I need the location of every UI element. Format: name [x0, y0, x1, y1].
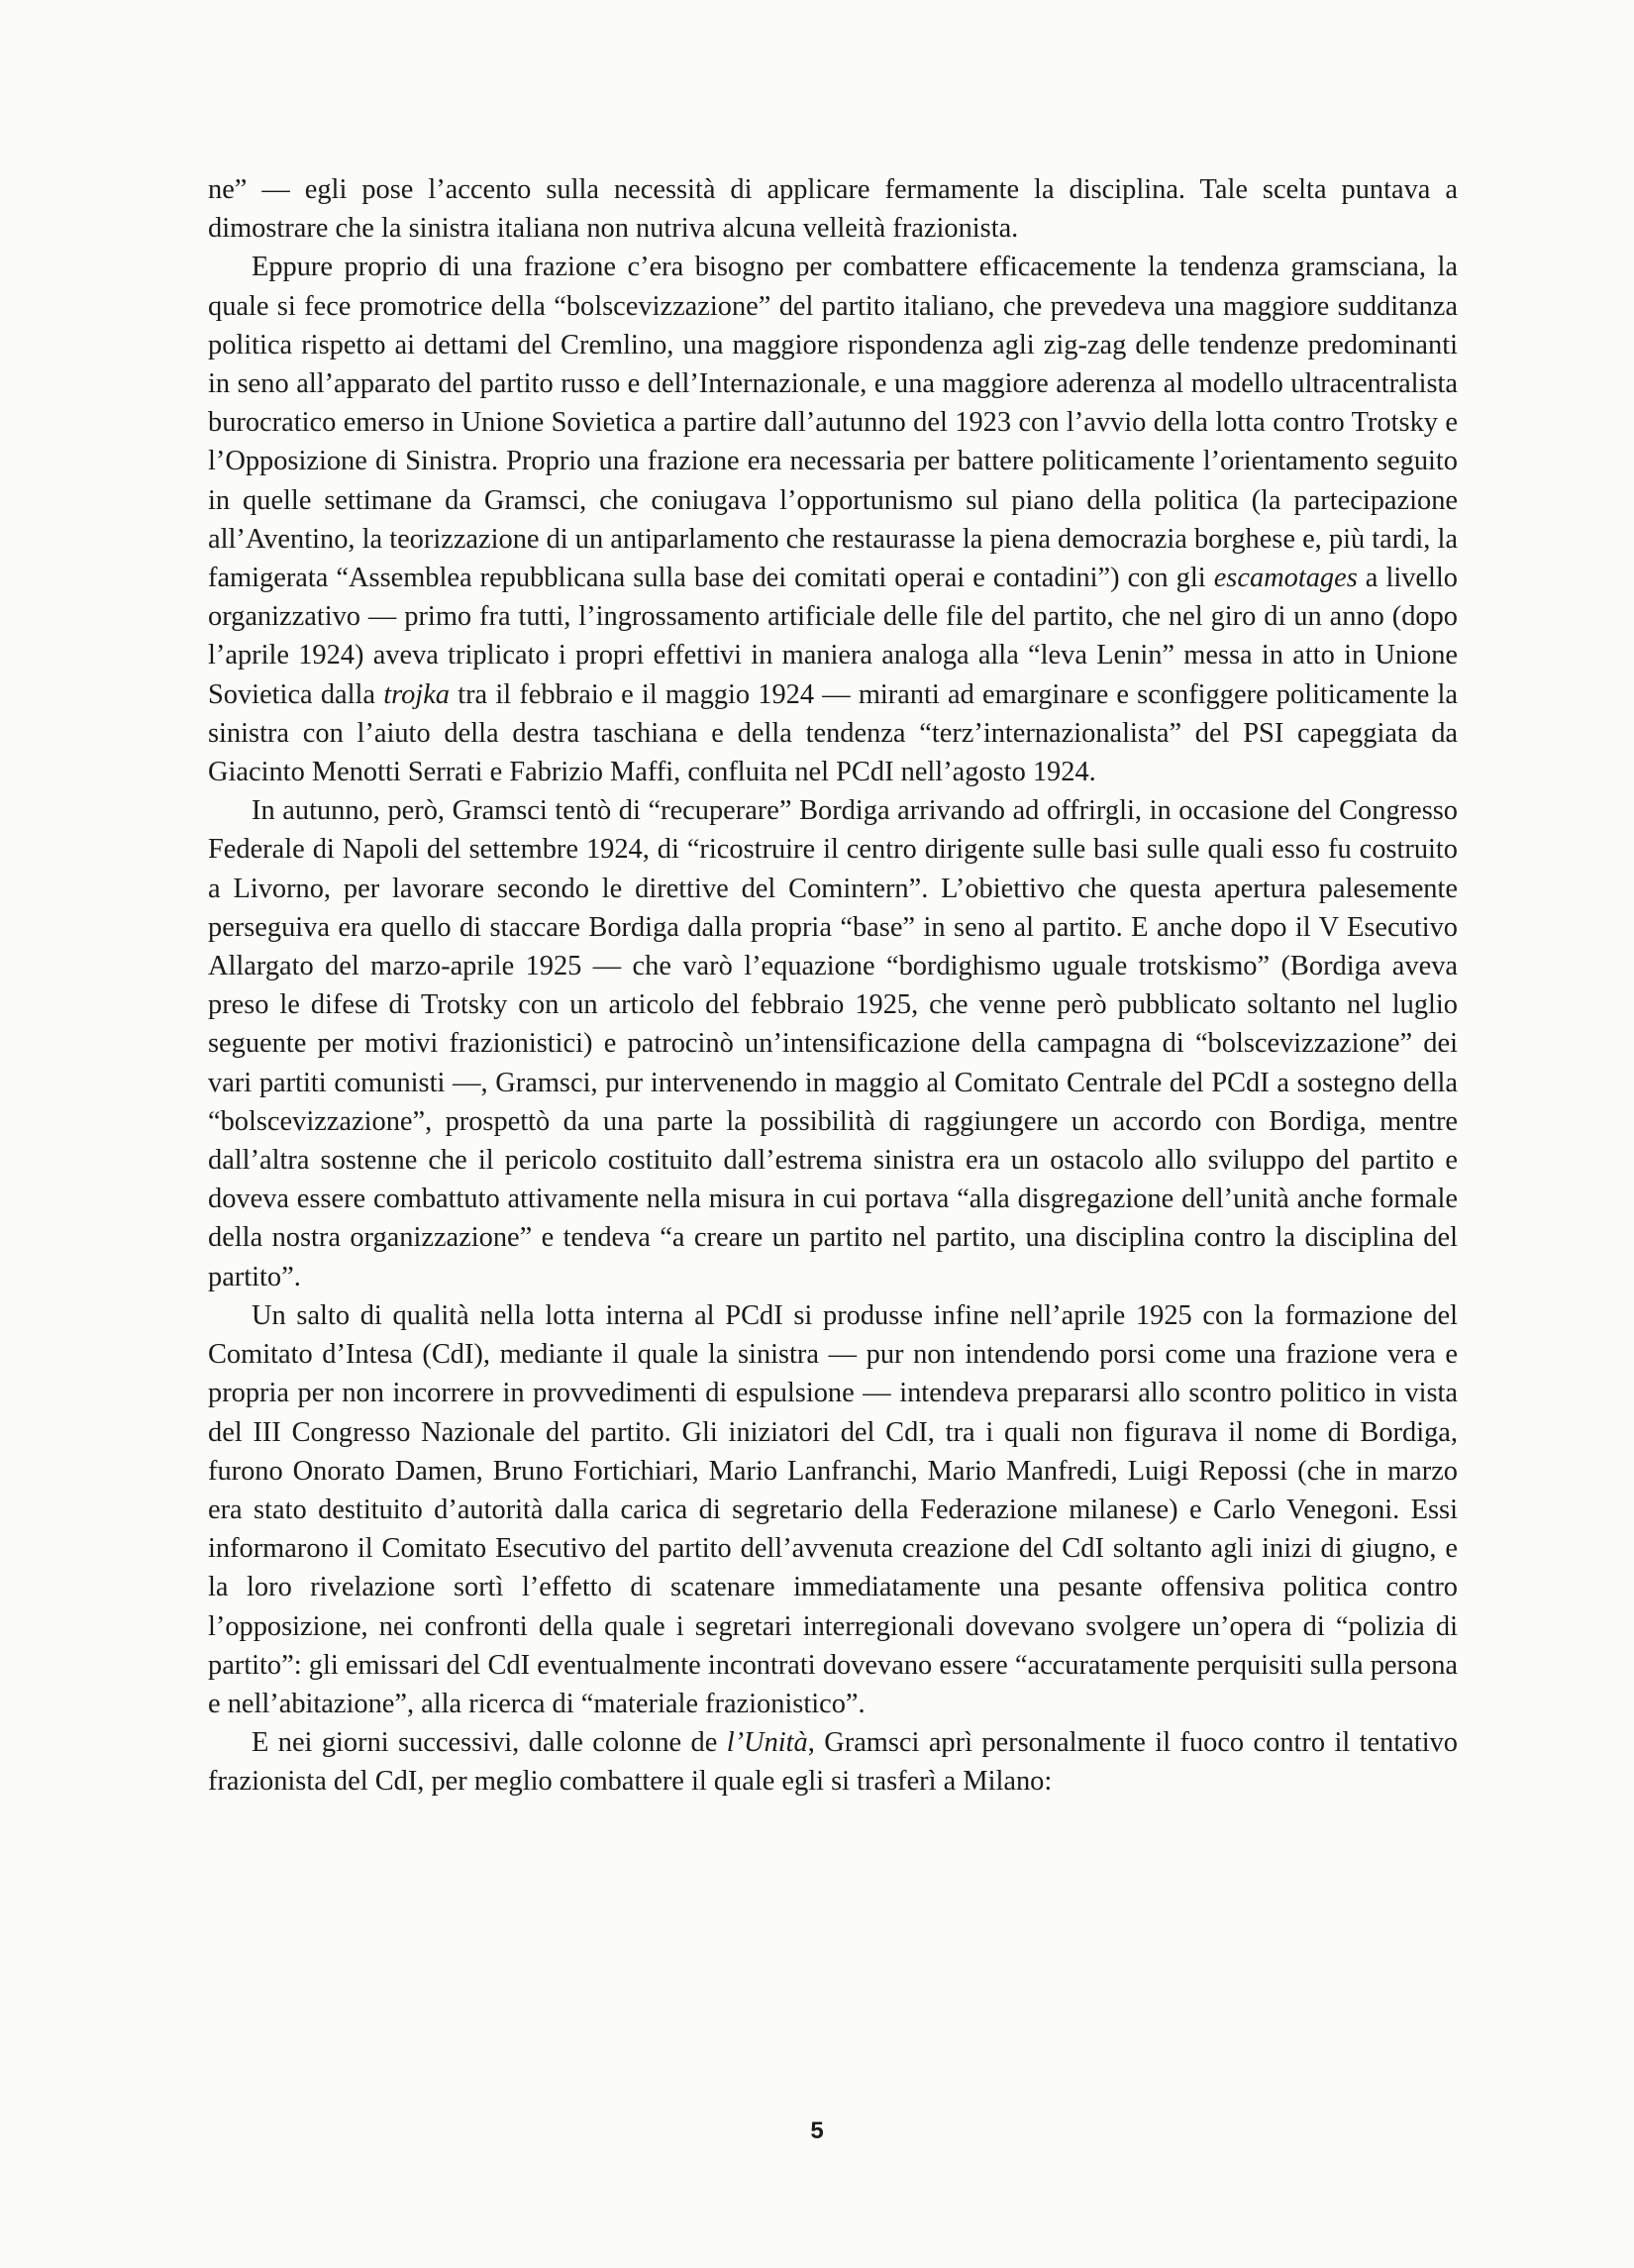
- text-run: a livello organizzativo — primo fra tutti, l’ingrossamento artificiale delle file del partito, che nel giro di un anno (dopo l’aprile 1924) aveva triplicato i propri effettivi in maniera analoga alla “leva Lenin” messa in atto in Unione Sovietica dalla: [208, 563, 1459, 710]
- text-run: Eppure proprio di una frazione c’era bisogno per combattere efficacemente la tendenza gramsciana, la quale si fece promotrice della “bolscevizzazione” del partito italiano, che prevedeva una maggiore sudditanza politica rispetto ai dettami del Cremlino, una maggiore rispondenza agli zig-zag delle tendenze predominanti in seno all’apparato del partito russo e dell’Internazionale, e una maggiore aderenza al modello ultracentralista burocratico emerso in Unione Sovietica a partire dall’autunno del 1923 con l’avvio della lotta contro Trotsky e l’Opposizione di Sinistra. Proprio una frazione era necessaria per battere politicamente l’orientamento seguito in quelle settimane da Gramsci, che coniugava l’opportunismo sul piano della politica (la partecipazione all’Aventino, la teorizzazione di un antiparlamento che restaurasse la piena democrazia borghese e, più tardi, la famigerata “Assemblea repubblicana sulla base dei comitati operai e contadini”) con gli: [208, 252, 1458, 594]
- text-run: ne” — egli pose l’accento sulla necessità di applicare fermamente la disciplina. Tale scelta puntava a dimostrare che la sinistra italiana non nutriva alcuna velleità frazionista.: [208, 174, 1458, 245]
- page-number: 5: [810, 2117, 824, 2144]
- italic-text: l’Unità: [726, 1727, 808, 1759]
- paragraph: [208, 791, 1458, 1296]
- text-run: , Gramsci aprì personalmente il fuoco contro il tentativo frazionista del CdI, per meglio combattere il quale egli si trasferì a Milano:: [208, 1727, 1458, 1798]
- italic-text: trojka: [383, 678, 450, 710]
- paragraph: [208, 248, 1458, 791]
- body-text: [208, 170, 1458, 1802]
- paragraph: [208, 1296, 1458, 1723]
- italic-text: escamotages: [1213, 563, 1358, 594]
- text-run: E nei giorni successivi, dalle colonne de: [252, 1727, 727, 1759]
- text-run: Un salto di qualità nella lotta interna al PCdI si produsse infine nell’aprile 1925 con la formazione del Comitato d’Intesa (CdI), mediante il quale la sinistra — pur non intendendo porsi come una frazione vera e propria per non incorrere in provvedimenti di espulsione — intendeva prepararsi allo scontro politico in vista del III Congresso Nazionale del partito. Gli iniziatori del CdI, tra i quali non figurava il nome di Bordiga, furono Onorato Damen, Bruno Fortichiari, Mario Lanfranchi, Mario Manfredi, Luigi Repossi (che in marzo era stato destituito d’autorità dalla carica di segretario della Federazione milanese) e Carlo Venegoni. Essi informarono il Comitato Esecutivo del partito dell’avvenuta creazione del CdI soltanto agli inizi di giugno, e la loro rivelazione sortì l’effetto di scatenare immediatamente una pesante offensiva politica contro l’opposizione, nei confronti della quale i segretari interregionali dovevano svolgere un’opera di “polizia di partito”: gli emissari del CdI eventualmente incontrati dovevano essere “accuratamente perquisiti sulla persona e nell’abitazione”, alla ricerca di “materiale frazionistico”.: [208, 1299, 1458, 1719]
- text-run: tra il febbraio e il maggio 1924 — miranti ad emarginare e sconfiggere politicamente la sinistra con l’aiuto della destra taschiana e della tendenza “terz’internazionalista” del PSI capeggiata da Giacinto Menotti Serrati e Fabrizio Maffi, confluita nel PCdI nell’agosto 1924.: [208, 678, 1459, 788]
- paragraph: [208, 1723, 1458, 1801]
- text-run: In autunno, però, Gramsci tentò di “recuperare” Bordiga arrivando ad offrirgli, in occasione del Congresso Federale di Napoli del settembre 1924, di “ricostruire il centro dirigente sulle basi sulle quali esso fu costruito a Livorno, per lavorare secondo le direttive del Comintern”. L’obiettivo che questa apertura palesemente perseguiva era quello di staccare Bordiga dalla propria “base” in seno al partito. E anche dopo il V Esecutivo Allargato del marzo-aprile 1925 — che varò l’equazione “bordighismo uguale trotskismo” (Bordiga aveva preso le difese di Trotsky con un articolo del febbraio 1925, che venne però pubblicato soltanto nel luglio seguente per motivi frazionistici) e patrocinò un’intensificazione della campagna di “bolscevizzazione” dei vari partiti comunisti —, Gramsci, pur intervenendo in maggio al Comitato Centrale del PCdI a sostegno della “bolscevizzazione”, prospettò da una parte la possibilità di raggiungere un accordo con Bordiga, mentre dall’altra sostenne che il pericolo costituito dall’estrema sinistra era un ostacolo allo sviluppo del partito e doveva essere combattuto attivamente nella misura in cui portava “alla disgregazione dell’unità anche formale della nostra organizzazione” e tendeva “a creare un partito nel partito, una disciplina contro la disciplina del partito”.: [208, 795, 1458, 1292]
- paragraph: [208, 170, 1458, 248]
